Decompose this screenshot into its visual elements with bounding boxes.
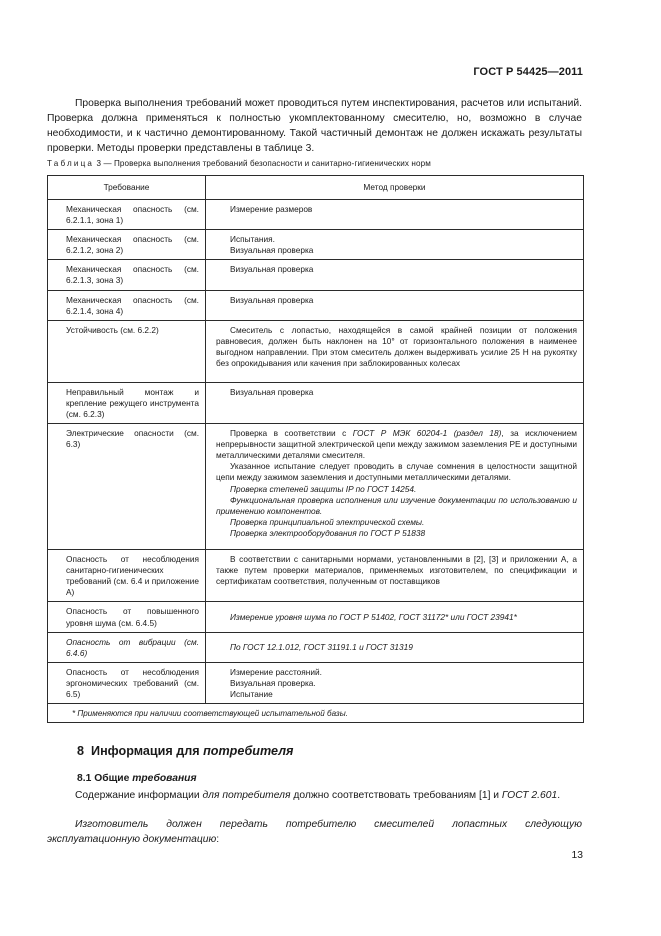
para-text-italic: для потребителя	[202, 790, 291, 801]
section-title-italic: потребителя	[203, 744, 294, 758]
method-paragraph: Указанное испытание следует проводить в случае сомнения в целостности защитной цепи между зажимом заземления и доступными металлическими деталями.	[216, 461, 577, 483]
method-line: Испытание	[230, 688, 273, 699]
method-cell: Смеситель с лопастью, находящейся в самой крайней позиции от положения равновесия, должен быть наклонен на 10° от горизонтального положения в наименее выгодном направлении. При этом смеситель должен выдерживать усилие 25 Н на рукоятку без опрокидывания или качения при заблокированных колесах	[206, 320, 584, 382]
para-text: .	[557, 790, 561, 801]
method-text: Проверка в соответствии с	[230, 428, 353, 439]
requirement-cell: Опасность от несоблюдения эргономических требований (см. 6.5)	[48, 662, 206, 703]
method-cell	[206, 260, 584, 290]
table-row	[48, 632, 584, 662]
section-title: Информация для	[91, 744, 204, 758]
method-cell	[206, 662, 584, 703]
method-line: Визуальная проверка	[230, 294, 314, 305]
para-reference: ГОСТ 2.601	[501, 790, 558, 801]
table-caption	[47, 159, 431, 168]
method-cell	[206, 382, 584, 423]
method-line: Измерение уровня шума по ГОСТ Р 51402, ГОСТ 31172* или ГОСТ 23941*	[230, 611, 517, 622]
table-footnote-row	[48, 704, 584, 723]
para-text-italic: Изготовитель должен передать потребителю смесителей лопастных следующую эксплуатационную документацию	[47, 819, 582, 845]
method-paragraph: Проверка принципиальной электрической схемы.	[230, 516, 425, 527]
method-line: Измерение расстояний.	[230, 666, 322, 677]
body-paragraph	[47, 817, 582, 847]
method-cell	[206, 290, 584, 320]
header-requirement: Требование	[48, 176, 206, 200]
para-text: :	[216, 834, 220, 845]
method-cell	[206, 602, 584, 632]
header-method: Метод проверки	[206, 176, 584, 200]
requirement-cell: Механическая опасность (см. 6.2.1.2, зона 2)	[48, 230, 206, 260]
table-header-row	[48, 176, 584, 200]
table-row	[48, 382, 584, 423]
requirement-cell: Опасность от несоблюдения санитарно-гигиенических требований (см. 6.4 и приложение А)	[48, 550, 206, 602]
method-line: Визуальная проверка	[230, 386, 314, 397]
method-text: , за исключением непрерывности защитной электрической цепи между зажимом заземления РЕ и доступными металлическими деталями смесителя.	[216, 428, 577, 461]
requirement-cell: Механическая опасность (см. 6.2.1.3, зона 3)	[48, 260, 206, 290]
section-heading	[77, 744, 293, 758]
method-line: По ГОСТ 12.1.012, ГОСТ 31191.1 и ГОСТ 31319	[230, 642, 413, 653]
method-line: Визуальная проверка	[230, 245, 314, 256]
requirement-cell: Опасность от повышенного уровня шума (см. 6.4.5)	[48, 602, 206, 632]
method-paragraph: Проверка степеней защиты IP по ГОСТ 14254.	[230, 483, 417, 494]
table-row	[48, 602, 584, 632]
method-cell	[206, 230, 584, 260]
requirement-cell: Опасность от вибрации (см. 6.4.6)	[48, 632, 206, 662]
method-cell	[206, 632, 584, 662]
method-cell	[206, 200, 584, 230]
table-caption-label: Таблица	[47, 159, 95, 168]
table-footnote: * Применяются при наличии соответствующей испытательной базы.	[48, 704, 584, 723]
table-row	[48, 550, 584, 602]
table-row	[48, 662, 584, 703]
requirement-cell: Электрические опасности (см. 6.3)	[48, 424, 206, 550]
method-paragraph	[216, 428, 577, 461]
table-row	[48, 320, 584, 382]
requirement-cell: Неправильный монтаж и крепление режущего инструмента (см. 6.2.3)	[48, 382, 206, 423]
table-row	[48, 424, 584, 550]
document-header: ГОСТ Р 54425—2011	[473, 66, 583, 78]
method-cell	[206, 424, 584, 550]
table-row	[48, 290, 584, 320]
method-line: Визуальная проверка.	[230, 677, 316, 688]
method-line: Испытания.	[230, 234, 275, 245]
subsection-title: Общие	[94, 773, 133, 784]
table-row	[48, 200, 584, 230]
method-reference: ГОСТ Р МЭК 60204-1 (раздел 18)	[352, 428, 502, 439]
method-line: Измерение размеров	[230, 204, 313, 214]
table-row	[48, 260, 584, 290]
method-cell: В соответствии с санитарными нормами, установленными в [2], [3] и приложении А, а также путем проверки материалов, применяемых изготовителем, по спецификации и сертификатам соответствия, полученным от поставщиков	[206, 550, 584, 602]
subsection-number: 8.1	[77, 773, 92, 784]
table-caption-text: 3 — Проверка выполнения требований безопасности и санитарно-гигиенических норм	[94, 159, 431, 168]
para-text: должно соответствовать требованиям [1] и	[290, 790, 502, 801]
method-line: Визуальная проверка	[230, 264, 314, 275]
intro-paragraph: Проверка выполнения требований может проводиться путем инспектирования, расчетов или испытаний. Проверка должна применяться к полностью укомплектованному смесителю, но, возможно в случае необходимости, и к частично демонтированному. Такой частичный демонтаж не должен искажать результаты проверки. Методы проверки представлены в таблице 3.	[47, 98, 582, 154]
table-row	[48, 230, 584, 260]
page-number: 13	[571, 850, 583, 861]
requirement-cell: Механическая опасность (см. 6.2.1.1, зона 1)	[48, 200, 206, 230]
requirement-cell: Устойчивость (см. 6.2.2)	[48, 320, 206, 382]
body-paragraph	[47, 788, 582, 803]
verification-table	[47, 175, 584, 723]
subsection-title-italic: требования	[132, 773, 197, 784]
requirement-cell: Механическая опасность (см. 6.2.1.4, зона 4)	[48, 290, 206, 320]
method-paragraph: Функциональная проверка исполнения или изучение документации по использованию и применению компонентов.	[216, 494, 577, 516]
method-paragraph: Проверка электрооборудования по ГОСТ Р 51838	[230, 527, 426, 538]
subsection-heading	[77, 773, 197, 784]
section-number: 8	[77, 744, 85, 758]
para-text: Содержание информации	[75, 790, 203, 801]
